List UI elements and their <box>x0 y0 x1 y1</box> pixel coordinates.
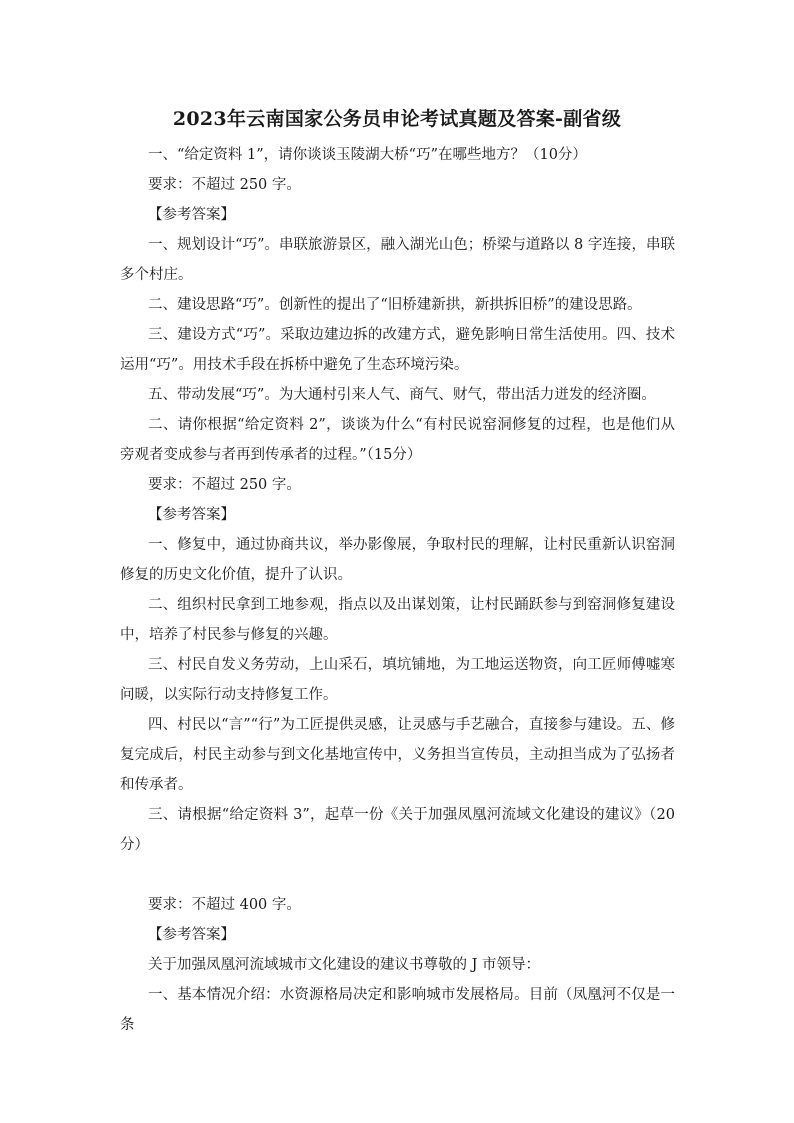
answer-heading-2: 【参考答案】 <box>148 507 235 523</box>
answer-2-point-4: 四、村民以“言”“行”为工匠提供灵感，让灵感与手艺融合，直接参与建设。五、修复完成后，村民主动参与到文化基地宣传中，义务担当宣传员，主动担当成为了弘扬者和传承者。 <box>120 717 675 793</box>
answer-1-point-1: 一、规划设计“巧”。串联旅游景区，融入湖光山色；桥梁与道路以 8 字连接，串联多个村庄。 <box>120 237 675 283</box>
answer-2-point-1: 一、修复中，通过协商共议，举办影像展，争取村民的理解，让村民重新认识窑洞修复的历史文化价值，提升了认识。 <box>120 537 675 583</box>
requirement-1: 要求：不超过 250 字。 <box>148 177 301 193</box>
document-body <box>120 140 675 1040</box>
answer-1-point-3: 三、建设方式“巧”。采取边建边拆的改建方式，避免影响日常生活使用。四、技术运用“巧”。用技术手段在拆桥中避免了生态环境污染。 <box>120 327 675 373</box>
answer-1-point-5: 五、带动发展“巧”。为大通村引来人气、商气、财气，带出活力迸发的经济圈。 <box>148 387 656 403</box>
answer-heading-3: 【参考答案】 <box>148 927 235 943</box>
requirement-3: 要求：不超过 400 字。 <box>148 897 301 913</box>
requirement-2: 要求：不超过 250 字。 <box>148 477 301 493</box>
answer-2-point-2: 二、组织村民拿到工地参观，指点以及出谋划策，让村民踊跃参与到窑洞修复建设中，培养了村民参与修复的兴趣。 <box>120 597 675 643</box>
answer-3-point-1: 一、基本情况介绍：水资源格局决定和影响城市发展格局。目前（凤凰河不仅是一条 <box>120 987 675 1033</box>
blank-line <box>120 860 675 890</box>
document-title: 2023年云南国家公务员申论考试真题及答案-副省级 <box>172 108 622 130</box>
answer-3-salutation: 关于加强凤凰河流域城市文化建设的建议书尊敬的 J 市领导： <box>148 957 541 973</box>
question-1: 一、“给定资料 1”，请你谈谈玉陵湖大桥“巧”在哪些地方？（10分） <box>148 147 587 163</box>
answer-1-point-2: 二、建设思路“巧”。创新性的提出了“旧桥建新拱，新拱拆旧桥”的建设思路。 <box>148 297 642 313</box>
answer-2-point-3: 三、村民自发义务劳动，上山采石，填坑铺地，为工地运送物资，向工匠师傅嘘寒问暖，以实际行动支持修复工作。 <box>120 657 675 703</box>
answer-heading-1: 【参考答案】 <box>148 207 235 223</box>
question-2: 二、请你根据“给定资料 2”，谈谈为什么“有村民说窑洞修复的过程，也是他们从旁观者变成参与者再到传承者的过程。”（15分） <box>120 417 675 463</box>
question-3: 三、请根据“给定资料 3”，起草一份《关于加强凤凰河流域文化建设的建议》（20分） <box>120 807 675 853</box>
